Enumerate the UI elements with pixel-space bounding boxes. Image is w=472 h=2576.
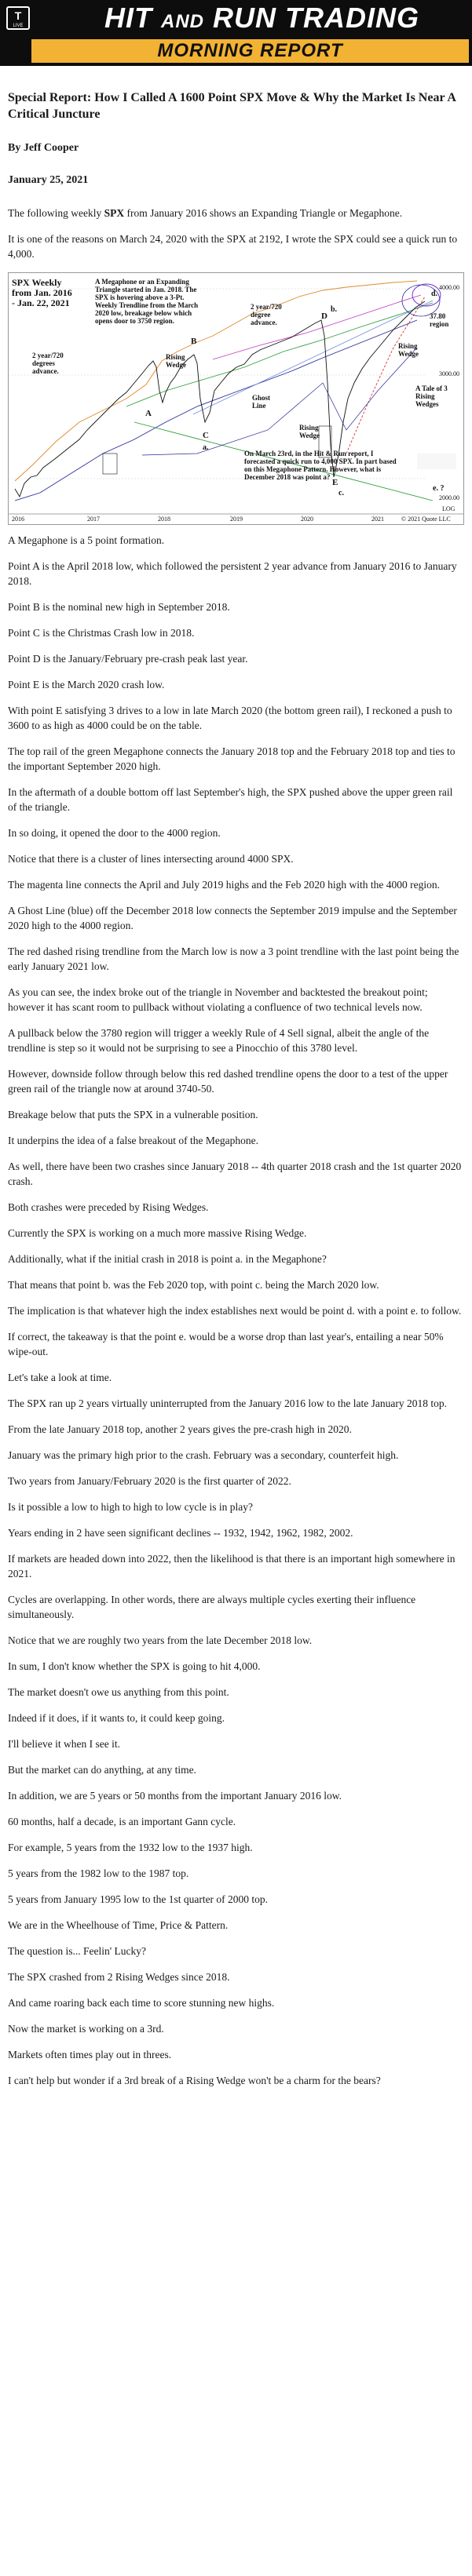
x-label-2018: 2018 — [158, 516, 170, 523]
ghost-line-label: Ghost Line — [252, 394, 271, 410]
paragraph: Notice that we are roughly two years from the late December 2018 low. — [8, 1634, 313, 1646]
y-label-3000: 3000.00 — [439, 370, 459, 377]
brand-word-2: AND — [161, 11, 204, 32]
paragraph: Now the market is working on a 3rd. — [8, 2023, 164, 2035]
paragraph: The magenta line connects the April and July 2019 highs and the Feb 2020 high with the 4000 region. — [8, 879, 441, 891]
paragraph: And came roaring back each time to score stunning new highs. — [8, 1997, 275, 2009]
article-title: Special Report: How I Called A 1600 Point SPX Move & Why the Market Is Near A Critical Juncture — [8, 91, 456, 121]
paragraph: 5 years from January 1995 low to the 1st quarter of 2000 top. — [8, 1893, 269, 1905]
paragraph: The SPX ran up 2 years virtually uninterrupted from the January 2016 low to the late January 2018 top. — [8, 1397, 447, 1409]
chart-copyright: © 2021 Quote LLC — [401, 516, 451, 523]
paragraph: In the aftermath of a double bottom off last September's high, the SPX pushed above the upper green rail of the triangle. — [8, 786, 453, 813]
spx-weekly-chart — [8, 272, 464, 525]
paragraph: It underpins the idea of a false breakout of the Megaphone. — [8, 1135, 259, 1146]
paragraph: The market doesn't owe us anything from this point. — [8, 1686, 229, 1698]
megaphone-note: A Megaphone or an Expanding Triangle started in Jan. 2018. The SPX is hovering above a 3-Pt. Weekly Trendline from the March 2020 low, breakage below which opens door to 3750 region. — [95, 278, 199, 325]
paragraph: The SPX crashed from 2 Rising Wedges since 2018. — [8, 1971, 230, 1983]
paragraph: That means that point b. was the Feb 2020 top, with point c. being the March 2020 low. — [8, 1279, 379, 1291]
x-label-2020: 2020 — [301, 516, 313, 523]
paragraph: Point B is the nominal new high in September 2018. — [8, 601, 230, 613]
paragraph: Two years from January/February 2020 is the first quarter of 2022. — [8, 1475, 291, 1487]
paragraph: The implication is that whatever high the index establishes next would be point d. with a point e. to follow. — [8, 1305, 462, 1317]
report-name: MORNING REPORT — [31, 39, 469, 63]
paragraph: Point E is the March 2020 crash low. — [8, 679, 165, 690]
point-d: d. — [431, 290, 438, 298]
y-label-2000: 2000.00 — [439, 494, 459, 501]
paragraph-list — [8, 533, 464, 2088]
paragraph: 5 years from the 1982 low to the 1987 top. — [8, 1867, 189, 1879]
article — [0, 66, 472, 2088]
paragraph: In so doing, it opened the door to the 4000 region. — [8, 827, 221, 839]
logo-sub: LIVE — [13, 24, 24, 28]
two-year-mid-note: 2 year/720 degree advance. — [251, 303, 282, 326]
header-banner — [0, 0, 472, 66]
paragraph: Let's take a look at time. — [8, 1372, 112, 1383]
paragraph: For example, 5 years from the 1932 low to the 1937 high. — [8, 1842, 253, 1853]
paragraph: The question is... Feelin' Lucky? — [8, 1945, 147, 1957]
paragraph: Currently the SPX is working on a much more massive Rising Wedge. — [8, 1227, 307, 1239]
intro-paragraph — [8, 206, 464, 220]
paragraph: Markets often times play out in threes. — [8, 2049, 172, 2060]
paragraph: Both crashes were preceded by Rising Wedges. — [8, 1201, 209, 1213]
paragraph: Years ending in 2 have seen significant declines -- 1932, 1942, 1962, 1982, 2002. — [8, 1527, 353, 1539]
paragraph: Breakage below that puts the SPX in a vulnerable position. — [8, 1109, 258, 1120]
paragraph: But the market can do anything, at any time. — [8, 1764, 196, 1776]
point-A: A — [145, 409, 152, 418]
paragraph: January was the primary high prior to the crash. February was a secondary, counterfeit high. — [8, 1449, 399, 1461]
chart-title-1: SPX Weekly — [12, 277, 62, 288]
rising-wedge-label-1: Rising Wedge — [166, 353, 186, 369]
chart-title-3: - Jan. 22, 2021 — [12, 297, 70, 308]
logo-letter: T — [14, 9, 22, 22]
call-note: On March 23rd, in the Hit & Run report, I forecasted a quick run to 4,000 SPX. In part based on this Megaphone Pattern. However, what is December 2018 was point a? — [244, 450, 397, 481]
intro-post: from January 2016 shows an Expanding Triangle or Megaphone. — [124, 207, 403, 219]
paragraph: A Megaphone is a 5 point formation. — [8, 534, 165, 546]
paragraph: However, downside follow through below this red dashed trendline opens the door to a test of the upper green rail of the triangle now at around 3740-50. — [8, 1068, 448, 1095]
x-label-2017: 2017 — [87, 516, 100, 523]
paragraph: In sum, I don't know whether the SPX is going to hit 4,000. — [8, 1660, 261, 1672]
paragraph: From the late January 2018 top, another 2 years gives the pre-crash high in 2020. — [8, 1423, 352, 1435]
paragraph: I'll believe it when I see it. — [8, 1738, 121, 1750]
spx-ticker: SPX — [104, 207, 125, 219]
brand-word-1: HIT — [104, 2, 152, 34]
paragraph: If markets are headed down into 2022, then the likelihood is that there is an important high somewhere in 2021. — [8, 1553, 456, 1579]
rising-wedge-label-3: Rising Wedge — [398, 342, 419, 358]
paragraph: Is it possible a low to high to high to low cycle is in play? — [8, 1501, 253, 1513]
tlive-logo[interactable] — [6, 6, 30, 30]
point-B: B — [191, 337, 197, 346]
x-label-2021: 2021 — [371, 516, 384, 523]
paragraph: As well, there have been two crashes since January 2018 -- 4th quarter 2018 crash and the 1st quarter 2020 crash. — [8, 1160, 462, 1187]
paragraph: The top rail of the green Megaphone connects the January 2018 top and the February 2018 top and ties to the important September 2020 high. — [8, 745, 456, 772]
x-label-2016: 2016 — [12, 516, 24, 523]
intro-pre: The following weekly — [8, 207, 104, 219]
paragraph: Notice that there is a cluster of lines intersecting around 4000 SPX. — [8, 853, 294, 865]
y-label-4000: 4000.00 — [439, 284, 459, 291]
paragraph: Additionally, what if the initial crash in 2018 is point a. in the Megaphone? — [8, 1253, 327, 1265]
paragraph: Indeed if it does, if it wants to, it could keep going. — [8, 1712, 225, 1724]
paragraph: Cycles are overlapping. In other words, there are always multiple cycles exerting their influence simultaneously. — [8, 1594, 416, 1620]
article-date: January 25, 2021 — [8, 174, 89, 186]
article-author: By Jeff Cooper — [8, 142, 79, 154]
point-b: b. — [331, 305, 338, 314]
paragraph: Point A is the April 2018 low, which followed the persistent 2 year advance from January 2016 to January 2018. — [8, 560, 457, 587]
scale-label: LOG — [442, 505, 456, 512]
paragraph: I can't help but wonder if a 3rd break of a Rising Wedge won't be a charm for the bears? — [8, 2075, 381, 2086]
x-label-2019: 2019 — [230, 516, 243, 523]
paragraph: We are in the Wheelhouse of Time, Price & Pattern. — [8, 1919, 229, 1931]
paragraph: It is one of the reasons on March 24, 2020 with the SPX at 2192, I wrote the SPX could see a quick run to 4,000. — [8, 233, 458, 260]
point-a: a. — [203, 443, 209, 452]
point-C: C — [203, 431, 209, 440]
paragraph: Point C is the Christmas Crash low in 2018. — [8, 627, 195, 639]
paragraph: In addition, we are 5 years or 50 months from the important January 2016 low. — [8, 1790, 342, 1802]
paragraph: With point E satisfying 3 drives to a low in late March 2020 (the bottom green rail), I reckoned a push to 3600 to as high as 4000 could be on the table. — [8, 705, 452, 731]
brand-word-3: RUN TRADING — [213, 2, 419, 34]
two-year-left-note: 2 year/720 degrees advance. — [32, 352, 64, 375]
point-e-q: e. ? — [433, 484, 445, 493]
region-3780-label: 37.80 region — [430, 312, 449, 328]
point-c: c. — [338, 489, 344, 497]
rising-wedge-label-2: Rising Wedge — [299, 424, 320, 439]
paragraph: A Ghost Line (blue) off the December 2018 low connects the September 2019 impulse and the September 2020 high to the 4000 region. — [8, 905, 457, 931]
paragraph: If correct, the takeaway is that the point e. would be a worse drop than last year's, entailing a near 50% wipe-out. — [8, 1331, 444, 1357]
tale-label: A Tale of 3 Rising Wedges — [415, 384, 448, 408]
paragraph: As you can see, the index broke out of the triangle in November and backtested the breakout point; however it has scant room to pullback without violating a confluence of two technical levels now. — [8, 986, 428, 1013]
paragraph: The red dashed rising trendline from the March low is now a 3 point trendline with the last point being the early January 2021 low. — [8, 946, 459, 972]
point-E: E — [332, 478, 338, 487]
paragraph: A pullback below the 3780 region will trigger a weekly Rule of 4 Sell signal, albeit the angle of the trendline is step so it would not be surprising to see a Pinocchio of this 3780 level. — [8, 1027, 430, 1054]
paragraph: 60 months, half a decade, is an important Gann cycle. — [8, 1816, 236, 1827]
point-D: D — [321, 312, 327, 321]
brand-title — [58, 2, 466, 35]
chart-title-2: from Jan. 2016 — [12, 287, 72, 298]
chart-graphics — [9, 273, 463, 524]
paragraph: Point D is the January/February pre-crash peak last year. — [8, 653, 248, 665]
